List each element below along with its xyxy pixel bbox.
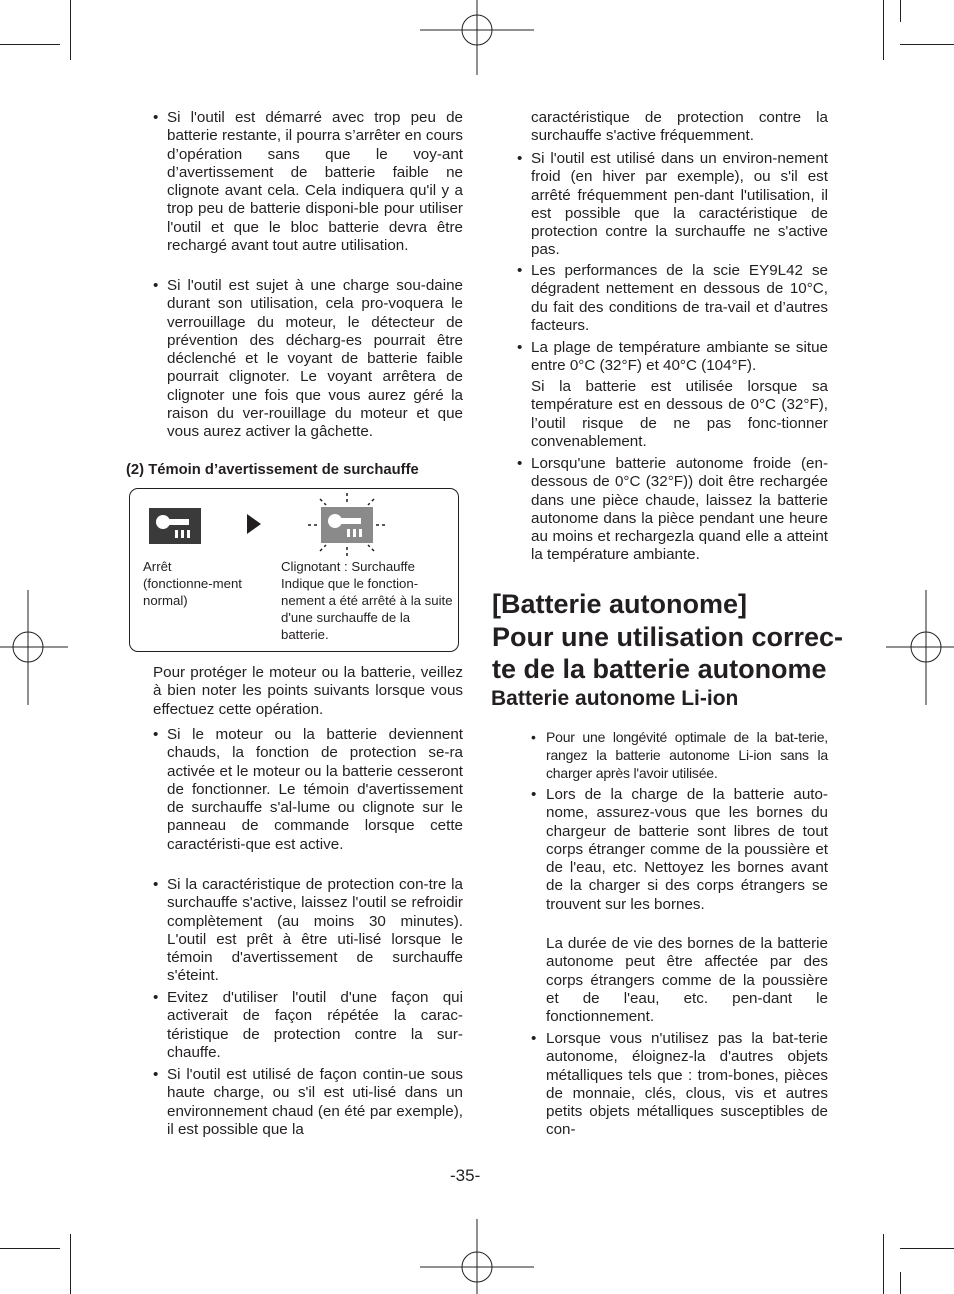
thermometer-icon [149, 508, 201, 544]
list-item: • Lors de la charge de la batterie auto-nome, assurez-vous que les bornes du chargeur de batterie sont libres de tout corps étranger comme de la poussière et de l'eau, etc. Nettoyez les bornes avant de la charger si des corps étrangers se trouvent sur les bornes. [490, 786, 828, 914]
terminal-note: La durée de vie des bornes de la batterie autonome peut être affectée par des corps étrangers comme de la poussière et de l'eau, etc. pen-dant le fonctionnement. [546, 935, 828, 1026]
list-item: • Si l'outil est démarré avec trop peu de batterie restante, il pourra s’arrêter en cours d’opération sans que le voy-ant d’avertissement de batterie faible ne clignote avant cela. Cela indiquera qu'il y a trop peu de batterie disponi-ble pour utiliser l'outil et que le bloc batterie devra être rechargé avant tout autre utilisation. [126, 109, 463, 255]
figure-caption-blink: Clignotant : Surchauffe Indique que le fonction-nement a été arrêté à la suite d'une surchauffe de la batterie. [281, 559, 453, 642]
list-item: • Si l'outil est utilisé dans un environ-nement froid (en hiver par exemple), ou s'il est arrêté fréquemment pen-dant l'utilisation, il est possible que la caractéristique de protection contre la surchauffe ne s'active pas. [490, 150, 828, 260]
registration-mark-icon [0, 590, 68, 705]
temperature-note: Si la batterie est utilisée lorsque sa température est en dessous de 0°C (32°F), l’outil risque de ne pas fonc-tionner convenablement. [531, 378, 828, 450]
registration-mark-icon [420, 1219, 534, 1294]
registration-mark-icon [420, 0, 534, 75]
list-item: • Si la caractéristique de protection con-tre la surchauffe s'active, laissez l'outil se refroidir complètement (au moins 30 minutes). L'outil est prêt à être uti-lisé lorsque le témoin d'avertissement de surchauffe s'éteint. [126, 876, 463, 986]
page-title: [Batterie autonome] [492, 589, 748, 619]
triangle-arrow-icon [247, 514, 261, 534]
figure-caption-off: Arrêt (fonctionne-ment normal) [143, 559, 242, 608]
page-number: -35- [450, 1166, 481, 1185]
list-item: • Lorsqu'une batterie autonome froide (en-dessous de 0°C (32°F)) doit être rechargée dans une pièce chaude, laissez la batterie autonome dans la pièce pendant une heure au moins et rechargezla quand elle a atteint la température ambiante. [490, 455, 828, 565]
continuation-text: caractéristique de protection contre la surchauffe s'active fréquemment. [531, 109, 828, 145]
intro-paragraph: Pour protéger le moteur ou la batterie, veillez à bien noter les points suivants lorsque vous effectuez cette opération. [153, 664, 463, 718]
overheat-indicator-figure [129, 488, 459, 652]
section-heading: (2) Témoin d’avertissement de surchauffe [126, 462, 419, 478]
list-item: • Si l'outil est sujet à une charge sou-daine durant son utilisation, cela pro-voquera le verrouillage du moteur, le détecteur de prévention des décharg-es pourrait être déclenché et le voyant de batterie faible pourrait clignoter. Le voyant arrêtera de clignoter une fois que vous aurez géré la raison du ver-rouillage du moteur et que vous aurez activer la gâchette. [126, 277, 463, 442]
list-item: • Evitez d'utiliser l'outil d'une façon qui activerait de façon répétée la carac-téristique de protection contre la sur-chauffe. [126, 989, 463, 1062]
section-title: Pour une utilisation correc- [492, 622, 844, 652]
thermometer-blinking-icon [308, 493, 386, 557]
list-item: • Les performances de la scie EY9L42 se dégradent nettement en dessous de 10°C, du fait des conditions de tra-vail et d’autres facteurs. [490, 262, 828, 335]
list-item: • Lorsque vous n'utilisez pas la bat-terie autonome, éloignez-la d'autres objets métalliques tels que : trom-bones, pièces de monnaie, clés, clous, vis et autres petits objets métalliques susceptibles de con- [490, 1030, 828, 1140]
list-item: • Pour une longévité optimale de la bat-terie, rangez la batterie autonome Li-ion sans la charger après l'avoir utilisée. [490, 728, 828, 782]
section-title: te de la batterie autonome [492, 654, 827, 684]
list-item: • La plage de température ambiante se situe entre 0°C (32°F) et 40°C (104°F). [490, 339, 828, 376]
registration-mark-icon [886, 590, 954, 705]
list-item: • Si l'outil est utilisé de façon contin-ue sous haute charge, ou s'il est uti-lisé dans un environnement chaud (en été par exemple), il est possible que la [126, 1066, 463, 1139]
subsection-title: Batterie autonome Li-ion [491, 687, 739, 710]
list-item: • Si le moteur ou la batterie deviennent chauds, la fonction de protection se-ra activée et le moteur ou la batterie cesseront de fonctionner. Le témoin d'avertissement de surchauffe s'al-lume ou clignote sur le panneau de commande lorsque cette caractéristi-que est active. [126, 726, 463, 854]
